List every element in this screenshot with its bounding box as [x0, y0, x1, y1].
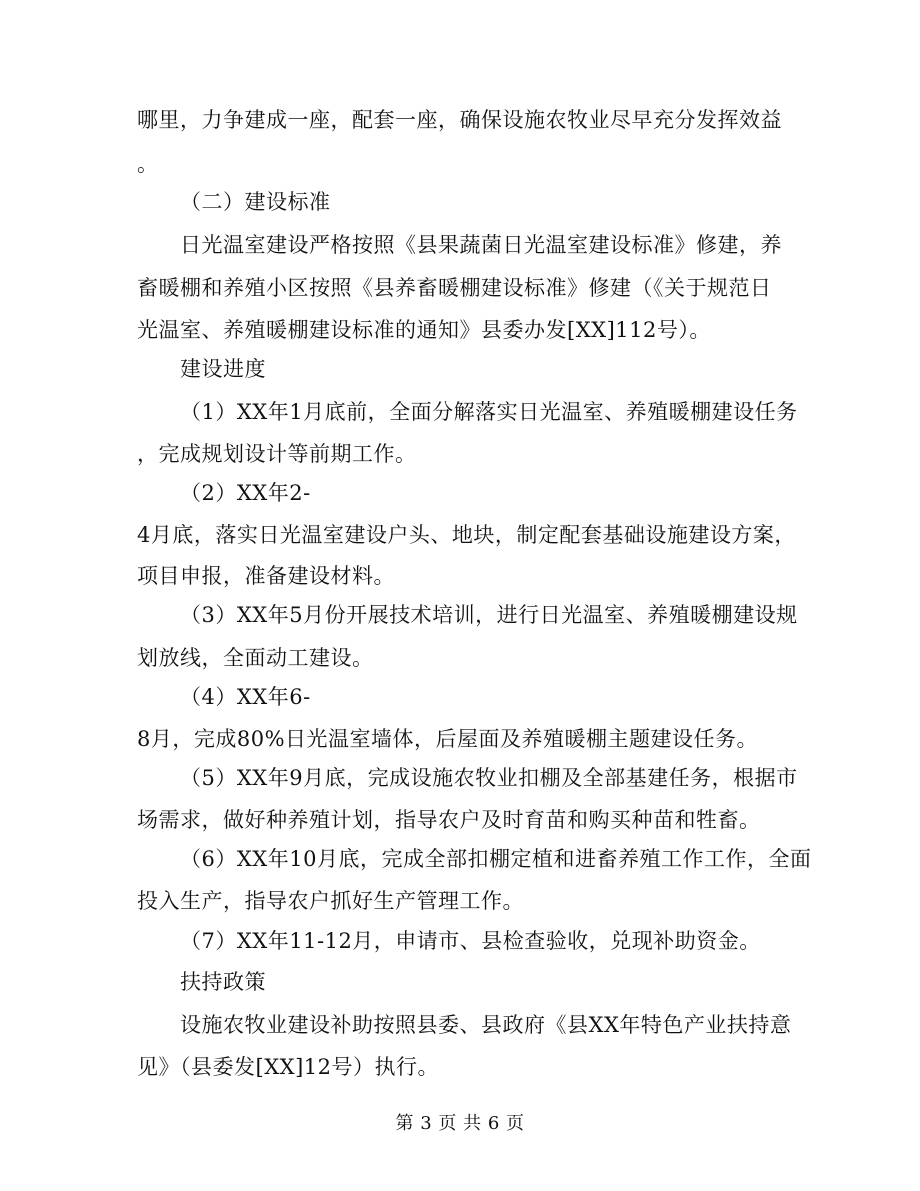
text-line-6: 光温室、养殖暖棚建设标准的通知》县委办发[XX]112号）。: [137, 318, 711, 342]
section-heading-progress: 建设进度: [180, 357, 266, 381]
text-line-10: （2）XX年2-: [180, 481, 311, 505]
text-line-17: （5）XX年9月底，完成设施农牧业扣棚及全部基建任务，根据市: [180, 766, 798, 790]
text-line-4: 日光温室建设严格按照《县果蔬菌日光温室建设标准》修建，养: [180, 233, 782, 257]
text-line-12: 项目申报，准备建设材料。: [137, 564, 395, 588]
text-line-24: 见》（县委发[XX]12号）执行。: [137, 1055, 440, 1079]
text-line-21: （7）XX年11-12月，申请市、县检查验收，兑现补助资金。: [180, 929, 761, 953]
text-line-13: （3）XX年5月份开展技术培训，进行日光温室、养殖暖棚建设规: [180, 603, 798, 627]
text-line-9: ，完成规划设计等前期工作。: [137, 442, 417, 466]
text-line-15: （4）XX年6-: [180, 685, 311, 709]
text-line-16: 8月，完成80%日光温室墙体，后屋面及养殖暖棚主题建设任务。: [137, 727, 759, 751]
text-line-1: 哪里，力争建成一座，配套一座，确保设施农牧业尽早充分发挥效益: [137, 108, 782, 132]
text-line-20: 投入生产，指导农户抓好生产管理工作。: [137, 889, 524, 913]
section-heading-policy: 扶持政策: [180, 970, 266, 994]
text-line-11: 4月底，落实日光温室建设户头、地块，制定配套基础设施建设方案，: [137, 523, 796, 547]
text-line-18: 场需求，做好种养殖计划，指导农户及时育苗和购买种苗和牲畜。: [137, 808, 761, 832]
text-line-14: 划放线，全面动工建设。: [137, 646, 374, 670]
text-line-5: 畜暖棚和养殖小区按照《县养畜暖棚建设标准》修建（《关于规范日: [137, 276, 772, 300]
page-number-footer: 第 3 页 共 6 页: [395, 1113, 525, 1134]
text-line-23: 设施农牧业建设补助按照县委、县政府《县XX年特色产业扶持意: [180, 1013, 792, 1037]
text-line-8: （1）XX年1月底前，全面分解落实日光温室、养殖暖棚建设任务: [180, 400, 798, 424]
text-line-2: 。: [137, 152, 159, 176]
section-heading-standard: （二）建设标准: [180, 190, 331, 214]
text-line-19: （6）XX年10月底，完成全部扣棚定植和进畜养殖工作工作，全面: [180, 847, 812, 871]
